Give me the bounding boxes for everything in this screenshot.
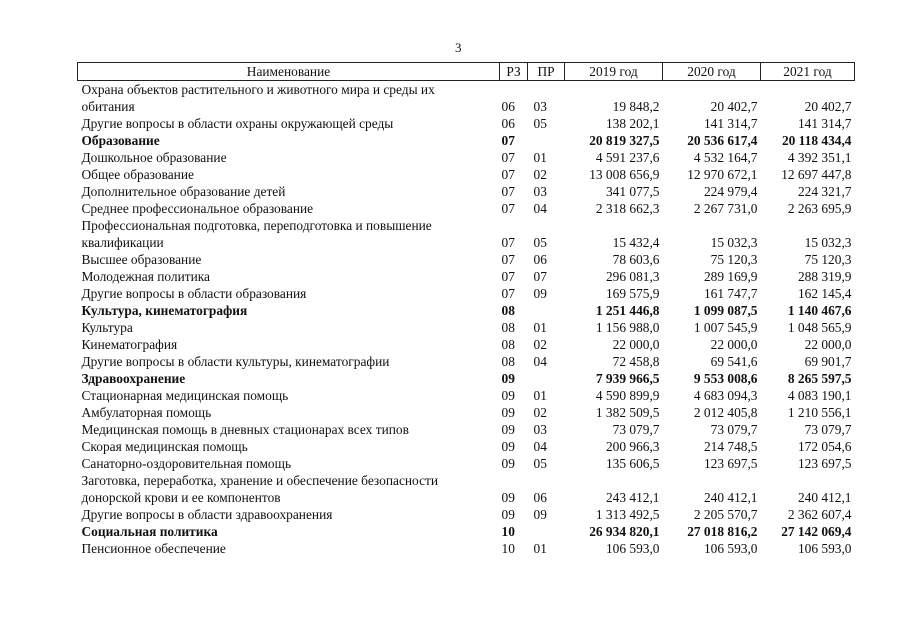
row-value-2020: 9 553 008,6: [693, 371, 758, 386]
row-value-2021: 8 265 597,5: [787, 371, 852, 386]
row-value-2020: 4 683 094,3: [693, 388, 758, 403]
row-value-2021: 288 319,9: [797, 269, 852, 284]
row-name-line: Социальная политика: [81, 524, 218, 539]
row-value-2019: 1 382 509,5: [595, 405, 660, 420]
table-row: [78, 387, 855, 404]
row-value-2019: 138 202,1: [605, 116, 660, 131]
row-value-2021: 73 079,7: [804, 422, 852, 437]
row-value-2020: 161 747,7: [703, 286, 758, 301]
row-pr: 03: [533, 184, 547, 199]
table-row: [78, 455, 855, 472]
row-name: [78, 81, 500, 116]
row-pr: 03: [533, 99, 547, 114]
row-rz: 08: [501, 354, 515, 369]
row-name: [78, 421, 500, 438]
row-name: [78, 149, 500, 166]
row-rz: 07: [501, 150, 515, 165]
row-name: [78, 251, 500, 268]
row-rz: 10: [501, 524, 515, 539]
row-rz: 10: [501, 541, 515, 556]
row-name: [78, 523, 500, 540]
row-value-2021: 4 392 351,1: [787, 150, 852, 165]
header-year-2020: 2020 год: [663, 63, 761, 81]
row-rz: 09: [501, 422, 515, 437]
table-row: [78, 540, 855, 557]
row-value-2019: 296 081,3: [605, 269, 660, 284]
row-name-line: Скорая медицинская помощь: [81, 439, 248, 454]
table-body: [78, 81, 855, 558]
row-name-line: Общее образование: [81, 167, 194, 182]
row-value-2021: 106 593,0: [797, 541, 852, 556]
table-row: [78, 472, 855, 506]
row-pr: 04: [533, 439, 547, 454]
row-value-2021: 69 901,7: [804, 354, 852, 369]
row-value-2020: 224 979,4: [703, 184, 758, 199]
row-name-line: Санаторно-оздоровительная помощь: [81, 456, 292, 471]
header-name: Наименование: [78, 63, 500, 81]
row-value-2019: 19 848,2: [612, 99, 660, 114]
table-row: [78, 115, 855, 132]
row-name: [78, 404, 500, 421]
row-pr: 06: [533, 252, 547, 267]
row-pr: 04: [533, 201, 547, 216]
row-name-line: обитания: [81, 99, 135, 114]
row-name: [78, 217, 500, 251]
row-value-2019: 4 591 237,6: [595, 150, 660, 165]
table-row: [78, 166, 855, 183]
row-value-2021: 20 402,7: [804, 99, 852, 114]
table-row: [78, 336, 855, 353]
row-value-2019: 73 079,7: [612, 422, 660, 437]
row-value-2019: 106 593,0: [605, 541, 660, 556]
row-name: [78, 353, 500, 370]
row-value-2021: 2 362 607,4: [787, 507, 852, 522]
row-name: [78, 472, 500, 506]
row-value-2020: 20 402,7: [710, 99, 758, 114]
row-rz: 07: [501, 184, 515, 199]
row-value-2021: 22 000,0: [804, 337, 852, 352]
row-name: [78, 285, 500, 302]
row-name: [78, 455, 500, 472]
row-pr: 07: [533, 269, 547, 284]
row-value-2019: 169 575,9: [605, 286, 660, 301]
row-value-2019: 78 603,6: [612, 252, 660, 267]
table-row: [78, 132, 855, 149]
row-rz: 07: [501, 133, 515, 148]
row-pr: 05: [533, 116, 547, 131]
row-pr: 01: [533, 320, 547, 335]
row-name-line: донорской крови и ее компонентов: [81, 490, 281, 505]
row-name-line: Культура: [81, 320, 133, 335]
row-value-2020: 106 593,0: [703, 541, 758, 556]
row-value-2021: 4 083 190,1: [787, 388, 852, 403]
row-name: [78, 132, 500, 149]
row-pr: 04: [533, 354, 547, 369]
row-value-2019: 15 432,4: [612, 235, 660, 250]
row-pr: 02: [533, 167, 547, 182]
row-name: [78, 183, 500, 200]
row-name-line: Другие вопросы в области культуры, кинематографии: [81, 354, 390, 369]
row-value-2019: 243 412,1: [605, 490, 660, 505]
row-value-2021: 123 697,5: [797, 456, 852, 471]
row-rz: 09: [501, 388, 515, 403]
row-name-line: Стационарная медицинская помощь: [81, 388, 289, 403]
row-name: [78, 540, 500, 557]
row-name-line: Заготовка, переработка, хранение и обеспечение безопасности: [81, 473, 439, 488]
row-name-line: квалификации: [81, 235, 164, 250]
page-number: 3: [455, 40, 462, 55]
row-name: [78, 302, 500, 319]
row-name: [78, 268, 500, 285]
row-name-line: Охрана объектов растительного и животного мира и среды их: [81, 82, 435, 97]
header-year-2021: 2021 год: [761, 63, 855, 81]
row-pr: 01: [533, 541, 547, 556]
row-name-line: Высшее образование: [81, 252, 202, 267]
row-value-2021: 224 321,7: [797, 184, 852, 199]
row-name-line: Другие вопросы в области охраны окружающей среды: [81, 116, 394, 131]
row-pr: 03: [533, 422, 547, 437]
table-row: [78, 353, 855, 370]
row-name-line: Амбулаторная помощь: [81, 405, 212, 420]
row-name: [78, 200, 500, 217]
row-rz: 09: [501, 405, 515, 420]
row-rz: 06: [501, 116, 515, 131]
row-rz: 07: [501, 167, 515, 182]
row-value-2020: 2 267 731,0: [693, 201, 758, 216]
row-name: [78, 387, 500, 404]
row-value-2020: 69 541,6: [710, 354, 758, 369]
row-pr: 02: [533, 337, 547, 352]
row-name: [78, 438, 500, 455]
row-value-2019: 1 156 988,0: [595, 320, 660, 335]
row-value-2020: 15 032,3: [710, 235, 758, 250]
row-value-2021: 15 032,3: [804, 235, 852, 250]
row-pr: 05: [533, 456, 547, 471]
row-pr: 09: [533, 286, 547, 301]
table-row: [78, 183, 855, 200]
row-pr: 05: [533, 235, 547, 250]
budget-table: [77, 62, 855, 557]
row-name-line: Пенсионное обеспечение: [81, 541, 226, 556]
row-pr: 02: [533, 405, 547, 420]
row-name: [78, 115, 500, 132]
table-row: [78, 421, 855, 438]
row-value-2021: 27 142 069,4: [781, 524, 852, 539]
row-value-2021: 162 145,4: [797, 286, 852, 301]
row-value-2021: 240 412,1: [797, 490, 852, 505]
row-value-2020: 4 532 164,7: [693, 150, 758, 165]
row-value-2021: 1 048 565,9: [787, 320, 852, 335]
row-value-2019: 13 008 656,9: [589, 167, 660, 182]
row-rz: 07: [501, 252, 515, 267]
row-name-line: Здравоохранение: [81, 371, 186, 386]
table-row: [78, 217, 855, 251]
row-name: [78, 506, 500, 523]
row-rz: 09: [501, 507, 515, 522]
row-name-line: Молодежная политика: [81, 269, 211, 284]
row-name-line: Культура, кинематография: [81, 303, 248, 318]
row-value-2019: 341 077,5: [605, 184, 660, 199]
row-value-2019: 4 590 899,9: [595, 388, 660, 403]
row-rz: 09: [501, 490, 515, 505]
row-name-line: Медицинская помощь в дневных стационарах всех типов: [81, 422, 409, 437]
row-rz: 07: [501, 269, 515, 284]
row-name-line: Другие вопросы в области образования: [81, 286, 307, 301]
row-pr: 09: [533, 507, 547, 522]
row-value-2021: 20 118 434,4: [781, 133, 852, 148]
row-pr: [528, 370, 565, 387]
table-row: [78, 268, 855, 285]
row-value-2021: 12 697 447,8: [781, 167, 852, 182]
row-rz: 08: [501, 320, 515, 335]
row-rz: 08: [501, 303, 515, 318]
row-value-2020: 73 079,7: [710, 422, 758, 437]
row-name: [78, 319, 500, 336]
header-pr: ПР: [528, 63, 565, 81]
row-name-line: Другие вопросы в области здравоохранения: [81, 507, 333, 522]
table-row: [78, 200, 855, 217]
row-value-2020: 214 748,5: [703, 439, 758, 454]
row-value-2020: 1 099 087,5: [693, 303, 758, 318]
row-name-line: Среднее профессиональное образование: [81, 201, 314, 216]
row-pr: 01: [533, 150, 547, 165]
table-row: [78, 149, 855, 166]
row-rz: 09: [501, 371, 515, 386]
row-value-2019: 135 606,5: [605, 456, 660, 471]
table-row: [78, 404, 855, 421]
row-pr: 01: [533, 388, 547, 403]
table-row: [78, 370, 855, 387]
table-row: [78, 251, 855, 268]
row-value-2020: 141 314,7: [703, 116, 758, 131]
row-rz: 09: [501, 439, 515, 454]
table-row: [78, 438, 855, 455]
row-value-2020: 2 012 405,8: [693, 405, 758, 420]
row-rz: 09: [501, 456, 515, 471]
table-row: [78, 506, 855, 523]
row-name-line: Дошкольное образование: [81, 150, 227, 165]
row-value-2020: 289 169,9: [703, 269, 758, 284]
row-pr: [528, 302, 565, 319]
row-value-2021: 172 054,6: [797, 439, 852, 454]
row-name: [78, 336, 500, 353]
row-value-2020: 20 536 617,4: [687, 133, 758, 148]
table-header-row: [78, 63, 855, 81]
row-pr: [528, 523, 565, 540]
row-value-2020: 1 007 545,9: [693, 320, 758, 335]
table-row: [78, 523, 855, 540]
row-value-2019: 2 318 662,3: [595, 201, 660, 216]
row-value-2019: 22 000,0: [612, 337, 660, 352]
row-value-2020: 12 970 672,1: [687, 167, 758, 182]
header-year-2019: 2019 год: [565, 63, 663, 81]
row-rz: 06: [501, 99, 515, 114]
table-row: [78, 319, 855, 336]
row-rz: 08: [501, 337, 515, 352]
row-value-2021: 1 210 556,1: [787, 405, 852, 420]
row-value-2021: 75 120,3: [804, 252, 852, 267]
row-value-2020: 240 412,1: [703, 490, 758, 505]
row-name-line: Дополнительное образование детей: [81, 184, 286, 199]
row-value-2019: 26 934 820,1: [589, 524, 660, 539]
table-row: [78, 285, 855, 302]
row-name-line: Кинематография: [81, 337, 178, 352]
row-pr: [528, 132, 565, 149]
row-value-2021: 141 314,7: [797, 116, 852, 131]
table-row: [78, 81, 855, 116]
row-value-2019: 1 251 446,8: [595, 303, 660, 318]
row-rz: 07: [501, 286, 515, 301]
row-value-2021: 2 263 695,9: [787, 201, 852, 216]
row-rz: 07: [501, 201, 515, 216]
row-value-2020: 75 120,3: [710, 252, 758, 267]
row-value-2019: 7 939 966,5: [595, 371, 660, 386]
row-value-2019: 200 966,3: [605, 439, 660, 454]
row-name: [78, 370, 500, 387]
row-value-2019: 20 819 327,5: [589, 133, 660, 148]
table-row: [78, 302, 855, 319]
row-name-line: Профессиональная подготовка, переподготовка и повышение: [81, 218, 432, 233]
row-value-2020: 27 018 816,2: [687, 524, 758, 539]
row-value-2019: 1 313 492,5: [595, 507, 660, 522]
row-value-2019: 72 458,8: [612, 354, 660, 369]
row-name-line: Образование: [81, 133, 160, 148]
row-value-2020: 22 000,0: [710, 337, 758, 352]
row-value-2020: 2 205 570,7: [693, 507, 758, 522]
row-value-2020: 123 697,5: [703, 456, 758, 471]
header-rz: РЗ: [500, 63, 528, 81]
row-name: [78, 166, 500, 183]
row-value-2021: 1 140 467,6: [787, 303, 852, 318]
row-pr: 06: [533, 490, 547, 505]
row-rz: 07: [501, 235, 515, 250]
